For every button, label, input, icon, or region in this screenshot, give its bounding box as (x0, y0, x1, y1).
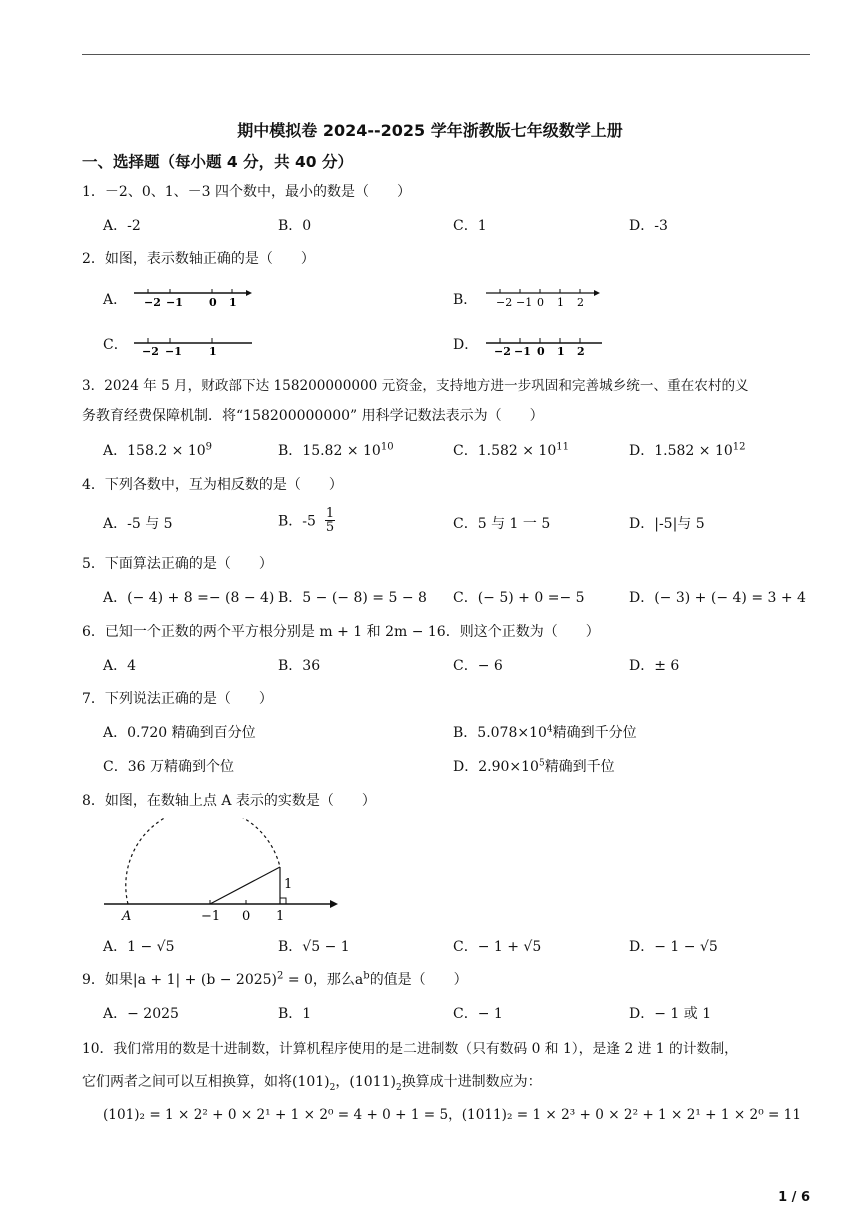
q8-tick-0: 0 (242, 909, 251, 924)
question-8-stem: 8．如图，在数轴上点 A 表示的实数是（ ） (82, 793, 376, 809)
page-number: 1 / 6 (778, 1190, 810, 1205)
q2d-tick-5: 2 (577, 345, 585, 358)
q2a-tick-3: 0 (209, 296, 217, 309)
q8-option-a: A．1 − √5 (103, 939, 175, 955)
q2c-tick-1: −2 (142, 345, 159, 358)
q2d-tick-2: −1 (514, 345, 531, 358)
q3-option-a: A．$158.2 \times 10^9$ (103, 441, 213, 459)
q8-option-c: C．− 1 + √5 (453, 939, 542, 955)
question-10-stem-line1: 10．我们常用的数是十进制数，计算机程序使用的是二进制数（只有数码 0 和 1），是逢 2 进 1 的计数制， (82, 1041, 738, 1057)
q8-option-b: B．√5 − 1 (278, 939, 350, 955)
q5-option-c: C．(− 5) + 0 =− 5 (453, 590, 585, 606)
question-4-stem: 4．下列各数中，互为相反数的是（ ） (82, 477, 343, 493)
q2d-tick-4: 1 (557, 345, 565, 358)
q2-axis-c (132, 334, 256, 358)
q9-option-d: D．− 1 或 1 (629, 1006, 712, 1022)
q5-option-a: A．(− 4) + 8 =− (8 − 4) (103, 590, 275, 606)
question-3-stem-line2: 务教育经费保障机制．将“158200000000” 用科学记数法表示为（ ） (82, 408, 544, 424)
q2a-tick-2: −1 (166, 296, 183, 309)
question-10-stem-line2: 它们两者之间可以互相换算，如将$(101)_2$，$(1011)_2$换算成十进制数应为： (82, 1074, 542, 1093)
q8-tick-neg1: −1 (201, 909, 221, 924)
q2a-tick-1: −2 (144, 296, 161, 309)
q2-label-c: C． (103, 337, 128, 353)
q3-option-b: B．$15.82 \times 10^{10}$ (278, 441, 394, 459)
q2-axis-b (484, 286, 604, 310)
question-2-stem: 2．如图，表示数轴正确的是（ ） (82, 251, 315, 267)
q2-label-a: A． (103, 292, 128, 308)
q2d-tick-3: 0 (537, 345, 545, 358)
page-title: 期中模拟卷 2024--2025 学年浙教版七年级数学上册 (237, 121, 623, 140)
q2c-tick-3: 1 (209, 345, 217, 358)
q9-option-b: B．1 (278, 1006, 312, 1022)
q2b-tick-1: −2 (496, 296, 513, 309)
q7-option-a: A．0.720 精确到百分位 (103, 725, 256, 741)
q2b-tick-5: 2 (577, 296, 584, 309)
q3-option-c: C．$1.582 \times 10^{11}$ (453, 441, 569, 459)
q8-point-a-label: A (122, 909, 132, 924)
q9-option-a: A．− 2025 (103, 1006, 179, 1022)
q2b-tick-4: 1 (557, 296, 564, 309)
q6-option-d: D．± 6 (629, 658, 680, 674)
question-10-formula: (101)₂ = 1 × 2² + 0 × 2¹ + 1 × 2⁰ = 4 + 0 + 1 = 5，(1011)₂ = 1 × 2³ + 0 × 2² + 1 × 2¹ + 1 × 2⁰ = 11 (103, 1107, 801, 1123)
q4-option-d: D．|-5|与 5 (629, 516, 705, 532)
q8-dashed-arc (126, 818, 280, 904)
q5-option-d: D．(− 3) + (− 4) = 3 + 4 (629, 590, 806, 606)
q1-option-b: B．0 (278, 218, 312, 234)
q1-option-c: C．1 (453, 218, 487, 234)
q1-option-a: A．-2 (103, 218, 141, 234)
question-3-stem-line1: 3．2024 年 5 月，财政部下达 158200000000 元资金，支持地方进一步巩固和完善城乡统一、重在农村的义 (82, 378, 749, 394)
question-7-stem: 7．下列说法正确的是（ ） (82, 691, 273, 707)
q6-option-c: C．− 6 (453, 658, 503, 674)
q2-label-d: D． (453, 337, 479, 353)
q1-option-d: D．-3 (629, 218, 668, 234)
q2-label-b: B． (453, 292, 478, 308)
q9-option-c: C．− 1 (453, 1006, 503, 1022)
q2b-tick-3: 0 (537, 296, 544, 309)
q2c-tick-2: −1 (165, 345, 182, 358)
q7-option-c: C．36 万精确到个位 (103, 759, 234, 775)
q6-option-a: A．4 (103, 658, 137, 674)
section-heading: 一、选择题（每小题 4 分，共 40 分） (82, 153, 353, 171)
q7-option-d: D．$2.90\times 10^5$精确到千位 (453, 758, 615, 775)
q8-number-line-figure (100, 818, 345, 926)
q2-axis-d (484, 334, 604, 358)
question-1-stem: 1．－2、0、1、－3 四个数中，最小的数是（ ） (82, 184, 411, 200)
q2a-tick-4: 1 (229, 296, 237, 309)
question-5-stem: 5．下面算法正确的是（ ） (82, 556, 273, 572)
q4-option-a: A．-5 与 5 (103, 516, 173, 532)
q7-option-b: B．$5.078\times 10^4$精确到千分位 (453, 724, 637, 741)
q4-option-c: C．5 与 1 一 5 (453, 516, 551, 532)
q8-hypotenuse (210, 867, 280, 904)
q4-option-b: B．-5 $\frac{1}{5}$ (278, 506, 335, 535)
q2d-tick-1: −2 (494, 345, 511, 358)
q8-option-d: D．− 1 − √5 (629, 939, 718, 955)
header-rule (82, 54, 810, 55)
question-6-stem: 6．已知一个正数的两个平方根分别是 m + 1 和 2m − 16．则这个正数为（ ） (82, 624, 600, 640)
q8-height-label: 1 (284, 877, 293, 892)
question-9-stem: 9．如果$|a + 1| + (b - 2025)^2 = 0$，那么$a^b$的值是（ ） (82, 970, 468, 988)
q3-option-d: D．$1.582 \times 10^{12}$ (629, 441, 746, 459)
q2b-tick-2: −1 (516, 296, 533, 309)
q8-tick-1: 1 (276, 909, 285, 924)
q2-axis-a (132, 286, 254, 310)
q6-option-b: B．36 (278, 658, 321, 674)
q5-option-b: B．5 − (− 8) = 5 − 8 (278, 590, 427, 606)
